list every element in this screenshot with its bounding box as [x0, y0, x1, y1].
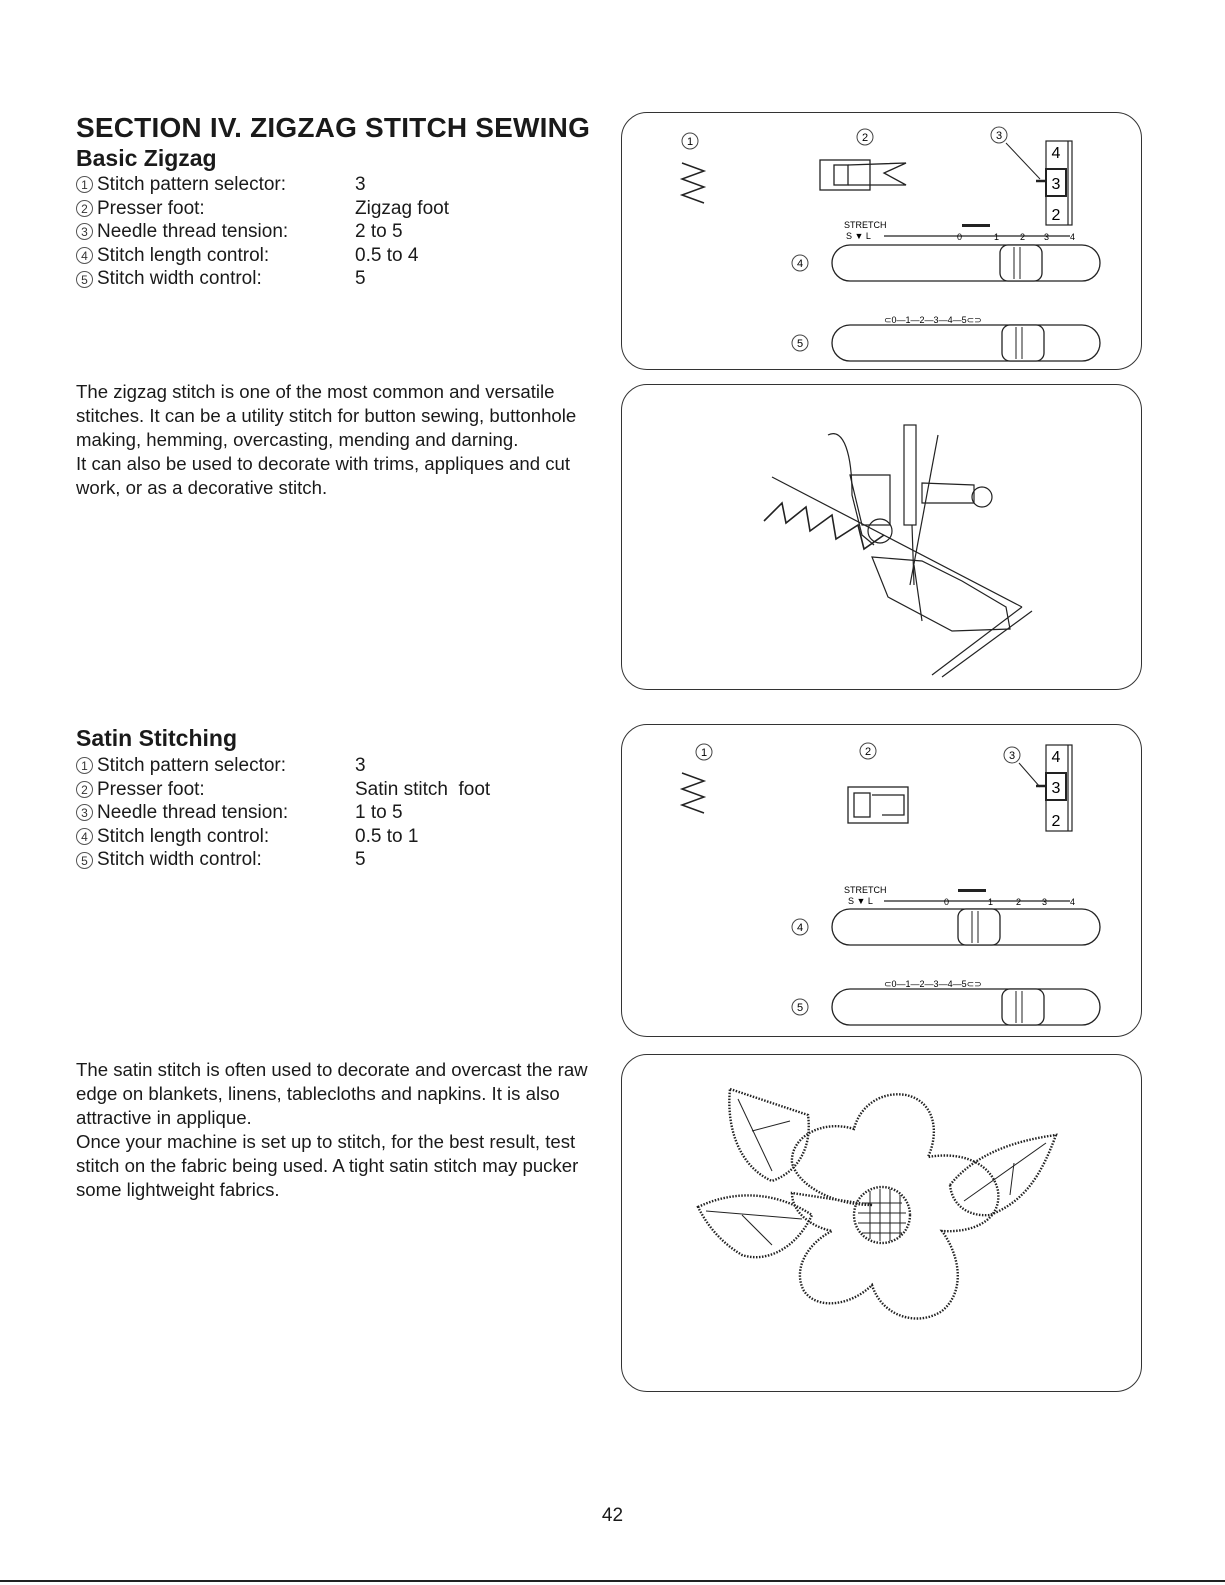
- length-tick: 4: [1070, 897, 1076, 907]
- setting-row: [76, 267, 449, 291]
- width-slider-track: [832, 989, 1100, 1025]
- paragraph: The satin stitch is often used to decorate and overcast the raw edge on blankets, linens, tablecloths and napkins. It is also attractive in applique.: [76, 1059, 588, 1128]
- callout-number: 4: [76, 828, 93, 845]
- callout-3-leader: [1006, 143, 1040, 179]
- foot-holder: [850, 475, 890, 525]
- length-mark: [962, 224, 990, 227]
- satin-stitching-title: Satin Stitching: [76, 725, 237, 751]
- callout-number: 4: [76, 247, 93, 264]
- length-mark: [958, 889, 986, 892]
- setting-label: Presser foot:: [97, 778, 205, 800]
- setting-row: [76, 801, 490, 825]
- satin-stitching-description: [76, 1058, 596, 1202]
- zigzag-pattern-icon: [682, 773, 704, 813]
- length-slider-knob: [958, 909, 1000, 945]
- basic-zigzag-title: Basic Zigzag: [76, 145, 217, 171]
- setting-row: [76, 848, 490, 872]
- setting-value: 3: [355, 174, 366, 195]
- callout-4-text: 4: [796, 258, 804, 270]
- basic-zigzag-description: [76, 380, 596, 500]
- flower-petals: [792, 1094, 998, 1318]
- setting-row: [76, 244, 449, 268]
- zigzag-sewing-illustration: [622, 385, 1141, 689]
- setting-row: [76, 754, 490, 778]
- leaf-top-left: [729, 1089, 808, 1181]
- callout-number: 5: [76, 852, 93, 869]
- zigzag-settings-panel: [621, 112, 1142, 370]
- length-tick: 1: [988, 897, 994, 907]
- setting-row: [76, 197, 449, 221]
- length-tick: 1: [994, 232, 1000, 242]
- satin-flower-panel: [621, 1054, 1142, 1392]
- basic-zigzag-settings: [76, 173, 449, 291]
- setting-label: Stitch length control:: [97, 244, 270, 266]
- callout-number: 1: [76, 757, 93, 774]
- setting-value: Satin stitch foot: [355, 778, 491, 800]
- callout-2-text: 2: [861, 132, 869, 144]
- length-scale-prefix: S ▼ L: [846, 231, 871, 241]
- zigzag-pattern-icon: [682, 163, 704, 203]
- callout-number: 5: [76, 271, 93, 288]
- stretch-label: STRETCH: [844, 885, 887, 895]
- setting-value: 2 to 5: [355, 221, 403, 243]
- callout-number: 3: [76, 223, 93, 240]
- setting-label: Presser foot:: [97, 197, 205, 219]
- paragraph: The zigzag stitch is one of the most common and versatile stitches. It can be a utility stitch for button sewing, buttonhole making, hemming, overcasting, mending and darning.: [76, 381, 577, 450]
- fabric-edge-line: [942, 611, 1032, 677]
- callout-number: 2: [76, 781, 93, 798]
- length-slider-track: [832, 245, 1100, 281]
- satin-flower-illustration: [622, 1055, 1141, 1391]
- tension-dial-label: 4: [1051, 145, 1061, 162]
- section-title: SECTION IV. ZIGZAG STITCH SEWING: [76, 112, 591, 143]
- callout-5-text: 5: [796, 1002, 804, 1014]
- length-tick: 3: [1042, 897, 1048, 907]
- setting-row: [76, 173, 449, 197]
- length-tick: 2: [1020, 232, 1026, 242]
- callout-number: 3: [76, 804, 93, 821]
- flower-center: [854, 1187, 910, 1243]
- length-tick: 0: [957, 232, 963, 242]
- width-scale-ticks: ⊂0—1—2—3—4—5⊂⊃: [884, 315, 982, 325]
- setting-value: 1 to 5: [355, 802, 403, 824]
- setting-value: 3: [355, 755, 366, 776]
- bottom-rule: [0, 1580, 1225, 1582]
- length-tick: 3: [1044, 232, 1050, 242]
- length-slider-knob: [1000, 245, 1042, 281]
- tension-dial-label: 2: [1051, 813, 1061, 830]
- satin-stitching-settings: [76, 754, 490, 872]
- paragraph: It can also be used to decorate with trims, appliques and cut work, or as a decorative stitch.: [76, 453, 571, 498]
- paragraph: Once your machine is set up to stitch, for the best result, test stitch on the fabric being used. A tight satin stitch may pucker some lightweight fabrics.: [76, 1131, 579, 1200]
- callout-number: 1: [76, 176, 93, 193]
- setting-row: [76, 778, 490, 802]
- setting-label: Needle thread tension:: [97, 221, 289, 243]
- callout-3-leader: [1019, 763, 1040, 787]
- needle: [912, 525, 914, 585]
- callout-3-text: 3: [995, 130, 1003, 142]
- setting-value: 0.5 to 1: [355, 825, 419, 847]
- tension-dial-label: 4: [1051, 749, 1061, 766]
- length-tick: 4: [1070, 232, 1076, 242]
- setting-label: Stitch width control:: [97, 268, 262, 290]
- fabric-edge-line: [772, 477, 1022, 607]
- width-scale-ticks: ⊂0—1—2—3—4—5⊂⊃: [884, 979, 982, 989]
- needle-clamp: [922, 483, 974, 503]
- width-slider-knob: [1002, 325, 1044, 361]
- satin-settings-diagram: [622, 725, 1141, 1036]
- length-tick: 2: [1016, 897, 1022, 907]
- setting-row: [76, 220, 449, 244]
- setting-label: Stitch pattern selector:: [97, 174, 287, 195]
- needle-bar: [904, 425, 916, 525]
- zigzag-foot: [872, 557, 1010, 631]
- length-scale-prefix: S ▼ L: [848, 896, 873, 906]
- callout-2-text: 2: [864, 746, 872, 758]
- zigzag-foot-icon: [820, 160, 906, 190]
- width-slider-knob: [1002, 989, 1044, 1025]
- length-tick: 0: [944, 897, 950, 907]
- setting-label: Needle thread tension:: [97, 802, 289, 824]
- stretch-label: STRETCH: [844, 220, 887, 230]
- width-slider-track: [832, 325, 1100, 361]
- callout-1-text: 1: [700, 747, 708, 759]
- tension-dial-label: 3: [1051, 780, 1061, 797]
- callout-4-text: 4: [796, 922, 804, 934]
- callout-1-text: 1: [686, 136, 694, 148]
- setting-row: [76, 825, 490, 849]
- setting-value: Zigzag foot: [355, 197, 449, 219]
- fabric-edge-line: [932, 607, 1022, 675]
- flower-center-crosshatch: [858, 1189, 906, 1241]
- setting-value: 5: [355, 849, 366, 871]
- clamp-screw: [972, 487, 992, 507]
- foot-screw: [868, 519, 892, 543]
- tension-dial-label: 3: [1051, 176, 1061, 193]
- page-number: 42: [601, 1505, 624, 1526]
- callout-5-text: 5: [796, 338, 804, 350]
- setting-label: Stitch width control:: [97, 849, 262, 871]
- tension-dial-label: 2: [1051, 207, 1061, 224]
- setting-label: Stitch length control:: [97, 825, 270, 847]
- setting-value: 0.5 to 4: [355, 244, 419, 266]
- setting-value: 5: [355, 268, 366, 290]
- setting-label: Stitch pattern selector:: [97, 755, 287, 776]
- zigzag-settings-diagram: [622, 113, 1141, 369]
- zigzag-sewing-panel: [621, 384, 1142, 690]
- satin-foot-icon: [848, 787, 908, 823]
- satin-settings-panel: [621, 724, 1142, 1037]
- callout-3-text: 3: [1008, 750, 1016, 762]
- callout-number: 2: [76, 200, 93, 217]
